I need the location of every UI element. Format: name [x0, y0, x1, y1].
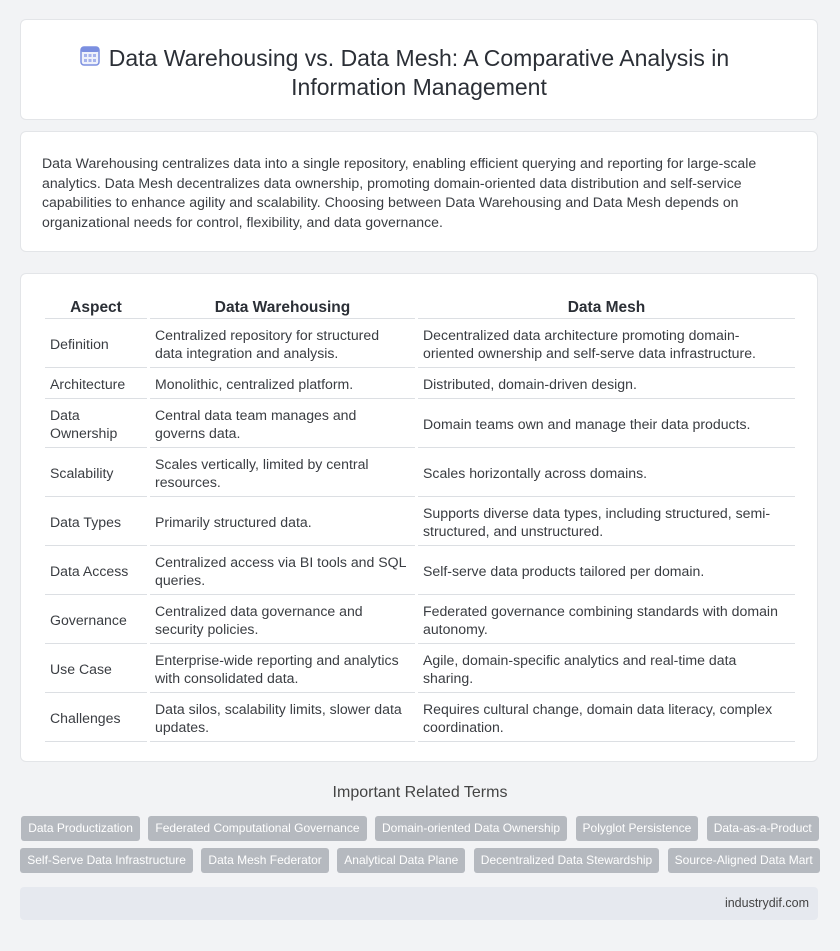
table-header-row — [45, 297, 795, 319]
tag-analytical-data-plane[interactable]: Analytical Data Plane — [337, 848, 465, 873]
tag-domain-oriented-data-ownership[interactable]: Domain-oriented Data Ownership — [375, 816, 567, 841]
tag-data-productization[interactable]: Data Productization — [21, 816, 140, 841]
table-row — [45, 547, 795, 595]
comparison-table-card — [20, 273, 818, 762]
table-row — [45, 320, 795, 368]
row-aspect: Governance — [45, 596, 147, 644]
row-mesh: Requires cultural change, domain data literacy, complex coordination. — [418, 694, 795, 742]
table-row — [45, 369, 795, 399]
table-row — [45, 449, 795, 497]
table-row — [45, 645, 795, 693]
row-mesh: Self-serve data products tailored per domain. — [418, 547, 795, 595]
tag-row-2 — [0, 848, 840, 873]
row-warehousing: Data silos, scalability limits, slower data updates. — [150, 694, 415, 742]
table-row — [45, 694, 795, 742]
header-data-mesh: Data Mesh — [418, 297, 795, 319]
tag-self-serve-data-infrastructure[interactable]: Self-Serve Data Infrastructure — [20, 848, 193, 873]
row-mesh: Scales horizontally across domains. — [418, 449, 795, 497]
tag-row-1 — [0, 816, 840, 841]
footer-site-link[interactable]: industrydif.com — [724, 896, 809, 910]
tag-data-as-a-product[interactable]: Data-as-a-Product — [707, 816, 819, 841]
row-warehousing: Centralized access via BI tools and SQL queries. — [150, 547, 415, 595]
row-mesh: Distributed, domain-driven design. — [418, 369, 795, 399]
page-title: Data Warehousing vs. Data Mesh: A Comparative Analysis in Information Management — [108, 45, 730, 100]
row-mesh: Supports diverse data types, including structured, semi-structured, and unstructured. — [418, 498, 795, 546]
row-aspect: Definition — [45, 320, 147, 368]
row-mesh: Agile, domain-specific analytics and real-time data sharing. — [418, 645, 795, 693]
row-warehousing: Scales vertically, limited by central resources. — [150, 449, 415, 497]
comparison-table — [42, 296, 798, 743]
row-warehousing: Primarily structured data. — [150, 498, 415, 546]
title-card — [20, 19, 818, 120]
related-terms-tags — [0, 816, 840, 880]
row-aspect: Challenges — [45, 694, 147, 742]
table-row — [45, 596, 795, 644]
header-data-warehousing: Data Warehousing — [150, 297, 415, 319]
row-warehousing: Centralized repository for structured data integration and analysis. — [150, 320, 415, 368]
intro-card — [20, 131, 818, 252]
row-warehousing: Enterprise-wide reporting and analytics with consolidated data. — [150, 645, 415, 693]
tag-federated-computational-governance[interactable]: Federated Computational Governance — [148, 816, 366, 841]
row-mesh: Domain teams own and manage their data products. — [418, 400, 795, 448]
table-row — [45, 498, 795, 546]
row-aspect: Data Types — [45, 498, 147, 546]
tag-decentralized-data-stewardship[interactable]: Decentralized Data Stewardship — [474, 848, 659, 873]
intro-paragraph: Data Warehousing centralizes data into a single repository, enabling efficient querying and reporting for large-scale analytics. Data Mesh decentralizes data ownership, promoting domain-oriented data distribution and self-service capabilities to enhance agility and scalability. Choosing between Data Warehousing and Data Mesh depends on organizational needs for control, flexibility, and data governance. — [42, 155, 757, 230]
row-aspect: Scalability — [45, 449, 147, 497]
tag-data-mesh-federator[interactable]: Data Mesh Federator — [201, 848, 328, 873]
row-mesh: Federated governance combining standards with domain autonomy. — [418, 596, 795, 644]
table-row — [45, 400, 795, 448]
row-mesh: Decentralized data architecture promoting domain-oriented ownership and self-serve data infrastructure. — [418, 320, 795, 368]
header-aspect: Aspect — [45, 297, 147, 319]
row-warehousing: Central data team manages and governs data. — [150, 400, 415, 448]
row-aspect: Data Access — [45, 547, 147, 595]
tag-source-aligned-data-mart[interactable]: Source-Aligned Data Mart — [668, 848, 820, 873]
row-aspect: Architecture — [45, 369, 147, 399]
footer-bar — [20, 887, 818, 920]
related-terms-title: Important Related Terms — [332, 784, 508, 801]
row-warehousing: Centralized data governance and security policies. — [150, 596, 415, 644]
row-aspect: Use Case — [45, 645, 147, 693]
tag-polyglot-persistence[interactable]: Polyglot Persistence — [576, 816, 699, 841]
row-aspect: Data Ownership — [45, 400, 147, 448]
row-warehousing: Monolithic, centralized platform. — [150, 369, 415, 399]
